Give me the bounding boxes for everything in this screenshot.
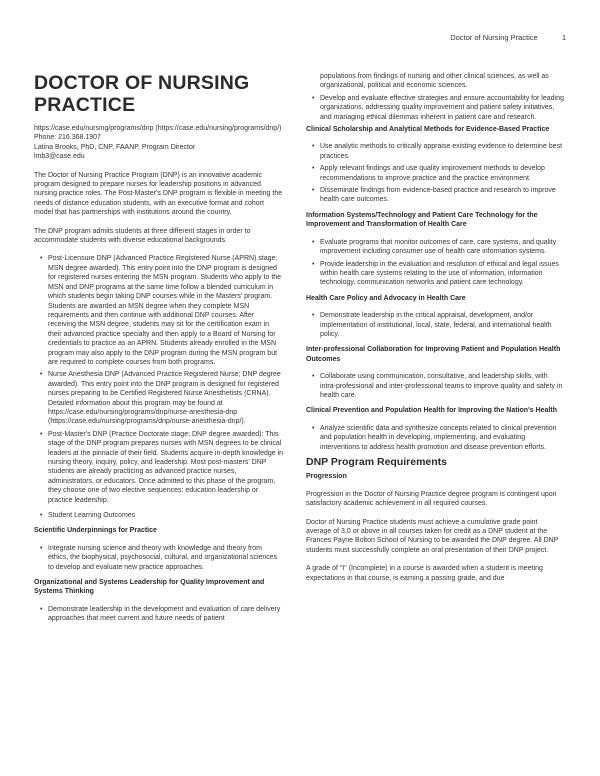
org-list [34, 605, 284, 624]
progression-paragraph-3: A grade of "I" (Incomplete) in a course is awarded when a student is meeting expectations in that course, is earning a passing grade, and due [306, 565, 543, 582]
clinical-list [306, 142, 564, 204]
phone-text: Phone: 216.368.1907 [34, 134, 101, 142]
section-heading: Clinical Prevention and Population Health for Improving the Nation's Health [306, 407, 557, 415]
email-link[interactable]: lmb3@case.edu [34, 153, 85, 161]
page-header [450, 33, 566, 42]
progression-paragraph-1: Progression in the Doctor of Nursing Practice degree program is contingent upon satisfactory academic achievement in all required courses. [306, 490, 557, 508]
section-heading: Scientific Underpinnings for Practice [34, 527, 157, 535]
page-number: 1 [561, 33, 566, 42]
list-item: • Use analytic methods to critically appraise existing evidence to determine best practices. [320, 142, 564, 161]
progression-paragraph-2: Doctor of Nursing Practice students must achieve a cumulative grade point average of 3.0 or above in all courses taken for credit as a DNP student at the Frances Payne Bolton School of Nursing to be awarded the DNP degree. All DNP students must successfully complete an oral presentation of their DNP project. [306, 518, 559, 554]
contact-block [34, 124, 284, 162]
list-item: • Analyze scientific data and synthesize concepts related to clinical prevention and population health in developing, implementing, and evaluating interventions to address health promotion and disease prevention efforts. [320, 424, 564, 452]
policy-list [306, 311, 564, 339]
page-title: DOCTOR OF NURSING PRACTICE [34, 72, 250, 116]
list-item: • Evaluate programs that monitor outcomes of care, care systems, and quality improvement including consumer use of health care information systems. [320, 238, 564, 257]
list-item: • Post-Licensure DNP (Advanced Practice Registered Nurse (APRN) stage: MSN degree awarded). This entry point into the DNP program is designed for registered nurses entering the MSN program. Students who apply to the MSN and DNP programs at the same time follow a blended curriculum in which students begin taking DNP courses while in the Masters' program. Students are awarded an MSN degree when they complete MSN requirements and then continue with additional DNP courses. After receiving the MSN degree, students may sit for the certification exam in their advanced practice specialty and then apply to a Board of Nursing for credentials to practice as an APRN. Students already enrolled in the MSN program may also apply to the DNP program during the MSN program but are required to complete courses from both programs. [48, 254, 284, 367]
right-column [306, 72, 564, 592]
stages-list [34, 254, 284, 505]
list-item: • Develop and evaluate effective strategies and ensure accountability for leading organizations, addressing quality improvement and patient safety initiatives, and managing ethical dilemmas inherent in patient care and research. [320, 94, 564, 122]
program-url-link[interactable]: https://case.edu/nursing/programs/dnp (https://case.edu/nursing/programs/dnp/) [34, 125, 282, 132]
running-title: Doctor of Nursing Practice [450, 33, 538, 42]
org-list-continued [306, 72, 564, 122]
list-item: • Collaborate using communication, consultative, and leadership skills, with intra-professional and inter-professional teams to improve quality and safety in health care. [320, 372, 564, 400]
list-item: • Post-Master's DNP (Practice Doctorate stage; DNP degree awarded): This stage of the DNP program prepares nurses with MSN degrees to be clinical leaders at the pinnacle of their field. Students acquire in-depth knowledge in nursing theory, inquiry, policy, and leadership. Most post-masters' DNP students are already practicing as advanced practice nurses, administrators, or educators. Once admitted to this phase of the program, they choose one of two elective sequences: education leadership or practice leadership. [48, 430, 284, 505]
collab-list [306, 372, 564, 400]
scientific-list [34, 544, 284, 572]
info-list [306, 238, 564, 288]
director-text: Latina Brooks, PhD, CNP, FAANP, Program Director [34, 143, 196, 151]
section-heading: Organizational and Systems Leadership for Quality Improvement and Systems Thinking [34, 579, 265, 596]
section-heading: Health Care Policy and Advocacy in Health Care [306, 294, 466, 302]
prevention-list [306, 424, 564, 452]
section-heading: Inter-professional Collaboration for Improving Patient and Population Health Outcomes [306, 346, 561, 363]
list-item: • Apply relevant findings and use quality improvement methods to develop recommendations to improve practice and the practice environment. [320, 164, 564, 183]
section-heading: Information Systems/Technology and Patient Care Technology for the Improvement and Transformation of Health Care [306, 211, 538, 229]
slo-link[interactable]: • Student Learning Outcomes [48, 511, 284, 520]
progression-heading: Progression [306, 473, 347, 481]
list-item: • Nurse Anesthesia DNP (Advanced Practice Registered Nurse; DNP degree awarded). This entry point into the DNP program is designed for registered nurses preparing to be Certified Registered Nurse Anesthetists (CRNA). Detailed information about this program may be found at https://case.edu/nursing/programs/dnp/nurse-anesthesia-dnp (https://case.edu/nursing/programs/dnp/nurse-anesthesia-dnp/). [48, 370, 284, 426]
left-column [34, 72, 284, 630]
requirements-heading: DNP Program Requirements [306, 456, 448, 468]
intro-paragraph: The Doctor of Nursing Practice Program (DNP) is an innovative academic program designed to prepare nurses for leadership positions in advanced nursing practice roles. The Post-Master's DNP program is flexible in meeting the needs of distance education students, with an executive format and cohort model that has partnerships with institutions around the country. [34, 171, 283, 217]
admits-paragraph: The DNP program admits students at three different stages in order to accommodate students with diverse educational backgrounds. [34, 227, 251, 245]
list-item: • Disseminate findings from evidence-based practice and research to improve health care outcomes. [320, 186, 564, 205]
list-item: • Demonstrate leadership in the development and evaluation of care delivery approaches that meet current and future needs of patient [48, 605, 284, 624]
section-heading: Clinical Scholarship and Analytical Methods for Evidence-Based Practice [306, 126, 550, 134]
slo-list [34, 511, 284, 520]
list-item-continued: populations from findings of nursing and other clinical sciences, as well as organizational, political and economic sciences. [320, 73, 549, 90]
list-item: • Integrate nursing science and theory with knowledge and theory from ethics, the biophysical, psychosocial, cultural, and organizational sciences to develop and evaluate new practice approaches. [48, 544, 284, 572]
list-item: • Provide leadership in the evaluation and resolution of ethical and legal issues within health care systems relating to the use of information, information technology, communication networks and patient care technology. [320, 260, 564, 288]
list-item: • Demonstrate leadership in the critical appraisal, development, and/or implementation of institutional, local, state, federal, and international health policy. [320, 311, 564, 339]
